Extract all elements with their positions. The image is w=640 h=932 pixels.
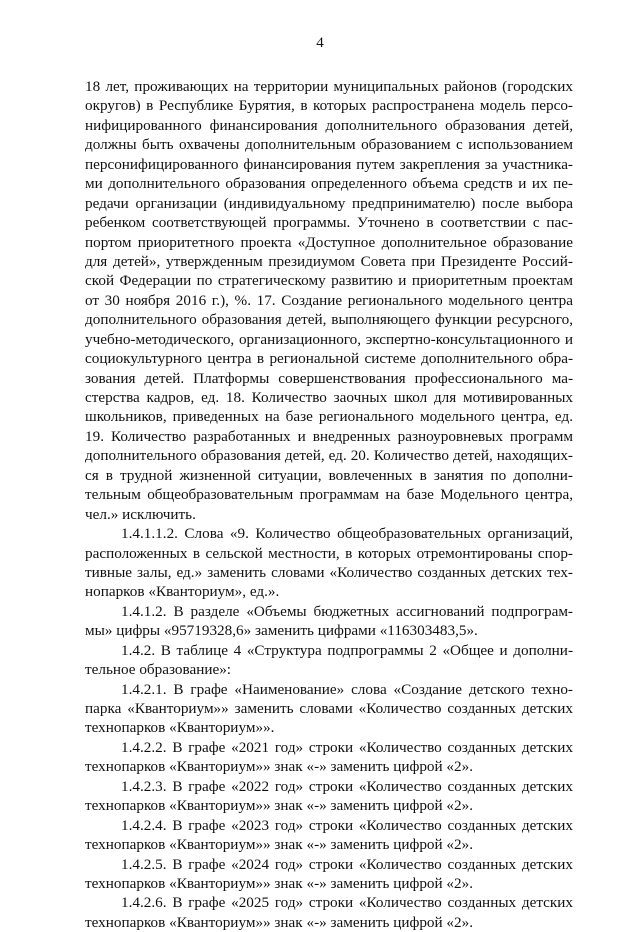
- text-line: 18 лет, проживающих на территории муниципальных районов (городских: [85, 78, 573, 95]
- text-line: от 30 ноября 2016 г.), %. 17. Создание регионального модельного центра: [85, 291, 573, 309]
- text-line: должны быть охвачены дополнительным образованием с использованием: [85, 136, 573, 154]
- text-line: портом приоритетного проекта «Доступное дополнительное образование: [85, 233, 573, 251]
- page-number: 4: [316, 35, 324, 51]
- text-line: округов) в Республике Бурятия, в которых распространена модель персо-: [85, 97, 573, 115]
- paragraph: [85, 602, 573, 641]
- text-line: тельное образование»:: [85, 661, 232, 679]
- text-line: ся в трудной жизненной ситуации, вовлеченных в занятия по дополни-: [85, 466, 573, 484]
- text-line: ской Федерации по стратегическому развитию и приоритетным проектам: [85, 272, 573, 290]
- text-line: тивные залы, ед.» заменить словами «Количество созданных детских тех-: [85, 563, 573, 581]
- paragraph: [85, 641, 573, 680]
- text-line: 19. Количество разработанных и внедренных разноуровневых программ: [85, 427, 573, 445]
- text-line: технопарков «Кванториум»» знак «-» заменить цифрой «2».: [85, 797, 474, 815]
- text-line: учебно-методического, организационного, экспертно-консультационного и: [85, 330, 573, 348]
- text-line: парка «Кванториум»» заменить словами «Количество созданных детских: [85, 700, 573, 717]
- text-line: ребенком соответствующей программы. Уточнено в соответствии с пас-: [85, 214, 573, 232]
- text-line: 1.4.2.1. В графе «Наименование» слова «Создание детского техно-: [121, 680, 573, 698]
- text-line: чел.» исключить.: [85, 505, 196, 523]
- text-line: расположенных в сельской местности, в которых отремонтированы спор-: [85, 544, 573, 562]
- text-line: зования детей. Платформы совершенствования профессионального ма-: [85, 369, 573, 387]
- text-line: ми дополнительного образования определенного объема средств и их пе-: [85, 175, 573, 193]
- paragraph: [85, 738, 573, 777]
- text-line: мы» цифры «95719328,6» заменить цифрами «116303483,5».: [85, 622, 478, 640]
- paragraph: [85, 855, 573, 894]
- text-line: 1.4.2.2. В графе «2021 год» строки «Количество созданных детских: [121, 738, 573, 756]
- text-line: 1.4.2.3. В графе «2022 год» строки «Количество созданных детских: [121, 777, 573, 795]
- text-line: 1.4.2.5. В графе «2024 год» строки «Количество созданных детских: [121, 855, 573, 873]
- text-line: технопарков «Кванториум»» знак «-» заменить цифрой «2».: [85, 913, 474, 931]
- text-line: 1.4.2.6. В графе «2025 год» строки «Количество созданных детских: [121, 894, 573, 912]
- text-line: редачи организации (индивидуальному предпринимателю) после выбора: [85, 194, 573, 212]
- text-line: школьников, приведенных на базе регионального модельного центра, ед.: [85, 408, 573, 426]
- text-line: 1.4.1.1.2. Слова «9. Количество общеобразовательных организаций,: [121, 525, 573, 543]
- paragraph: [85, 816, 573, 855]
- paragraph: [85, 524, 573, 602]
- paragraph: [85, 680, 573, 738]
- text-line: персонифицированного финансирования путем закрепления за участника-: [85, 155, 573, 173]
- text-line: технопарков «Кванториум»» знак «-» заменить цифрой «2».: [85, 874, 474, 892]
- paragraph: [85, 777, 573, 816]
- text-line: 1.4.2.4. В графе «2023 год» строки «Количество созданных детских: [121, 816, 573, 834]
- text-line: дополнительного образования детей, ед. 20. Количество детей, находящих-: [85, 447, 573, 465]
- text-line: дополнительного образования детей, выполняющего функции ресурсного,: [85, 311, 573, 329]
- text-line: стерства кадров, ед. 18. Количество заочных школ для мотивированных: [85, 389, 573, 406]
- text-line: технопарков «Кванториум»» знак «-» заменить цифрой «2».: [85, 836, 474, 854]
- text-line: нифицированного финансирования дополнительного образования детей,: [85, 116, 573, 134]
- paragraph: [85, 77, 573, 524]
- text-line: 1.4.2. В таблице 4 «Структура подпрограммы 2 «Общее и дополни-: [121, 641, 573, 659]
- text-line: нопарков «Кванториум», ед.».: [85, 583, 280, 601]
- text-line: 1.4.1.2. В разделе «Объемы бюджетных ассигнований подпрограм-: [121, 602, 573, 620]
- text-line: социокультурного центра в региональной системе дополнительного обра-: [85, 350, 573, 368]
- text-line: для детей», утвержденным президиумом Совета при Президенте Россий-: [85, 252, 573, 270]
- text-line: тельным общеобразовательным программам на базе Модельного центра,: [85, 486, 573, 504]
- text-line: технопарков «Кванториум»» знак «-» заменить цифрой «2».: [85, 758, 474, 776]
- text-line: технопарков «Кванториум»».: [85, 719, 275, 737]
- document-body: [85, 77, 573, 932]
- paragraph: [85, 893, 573, 932]
